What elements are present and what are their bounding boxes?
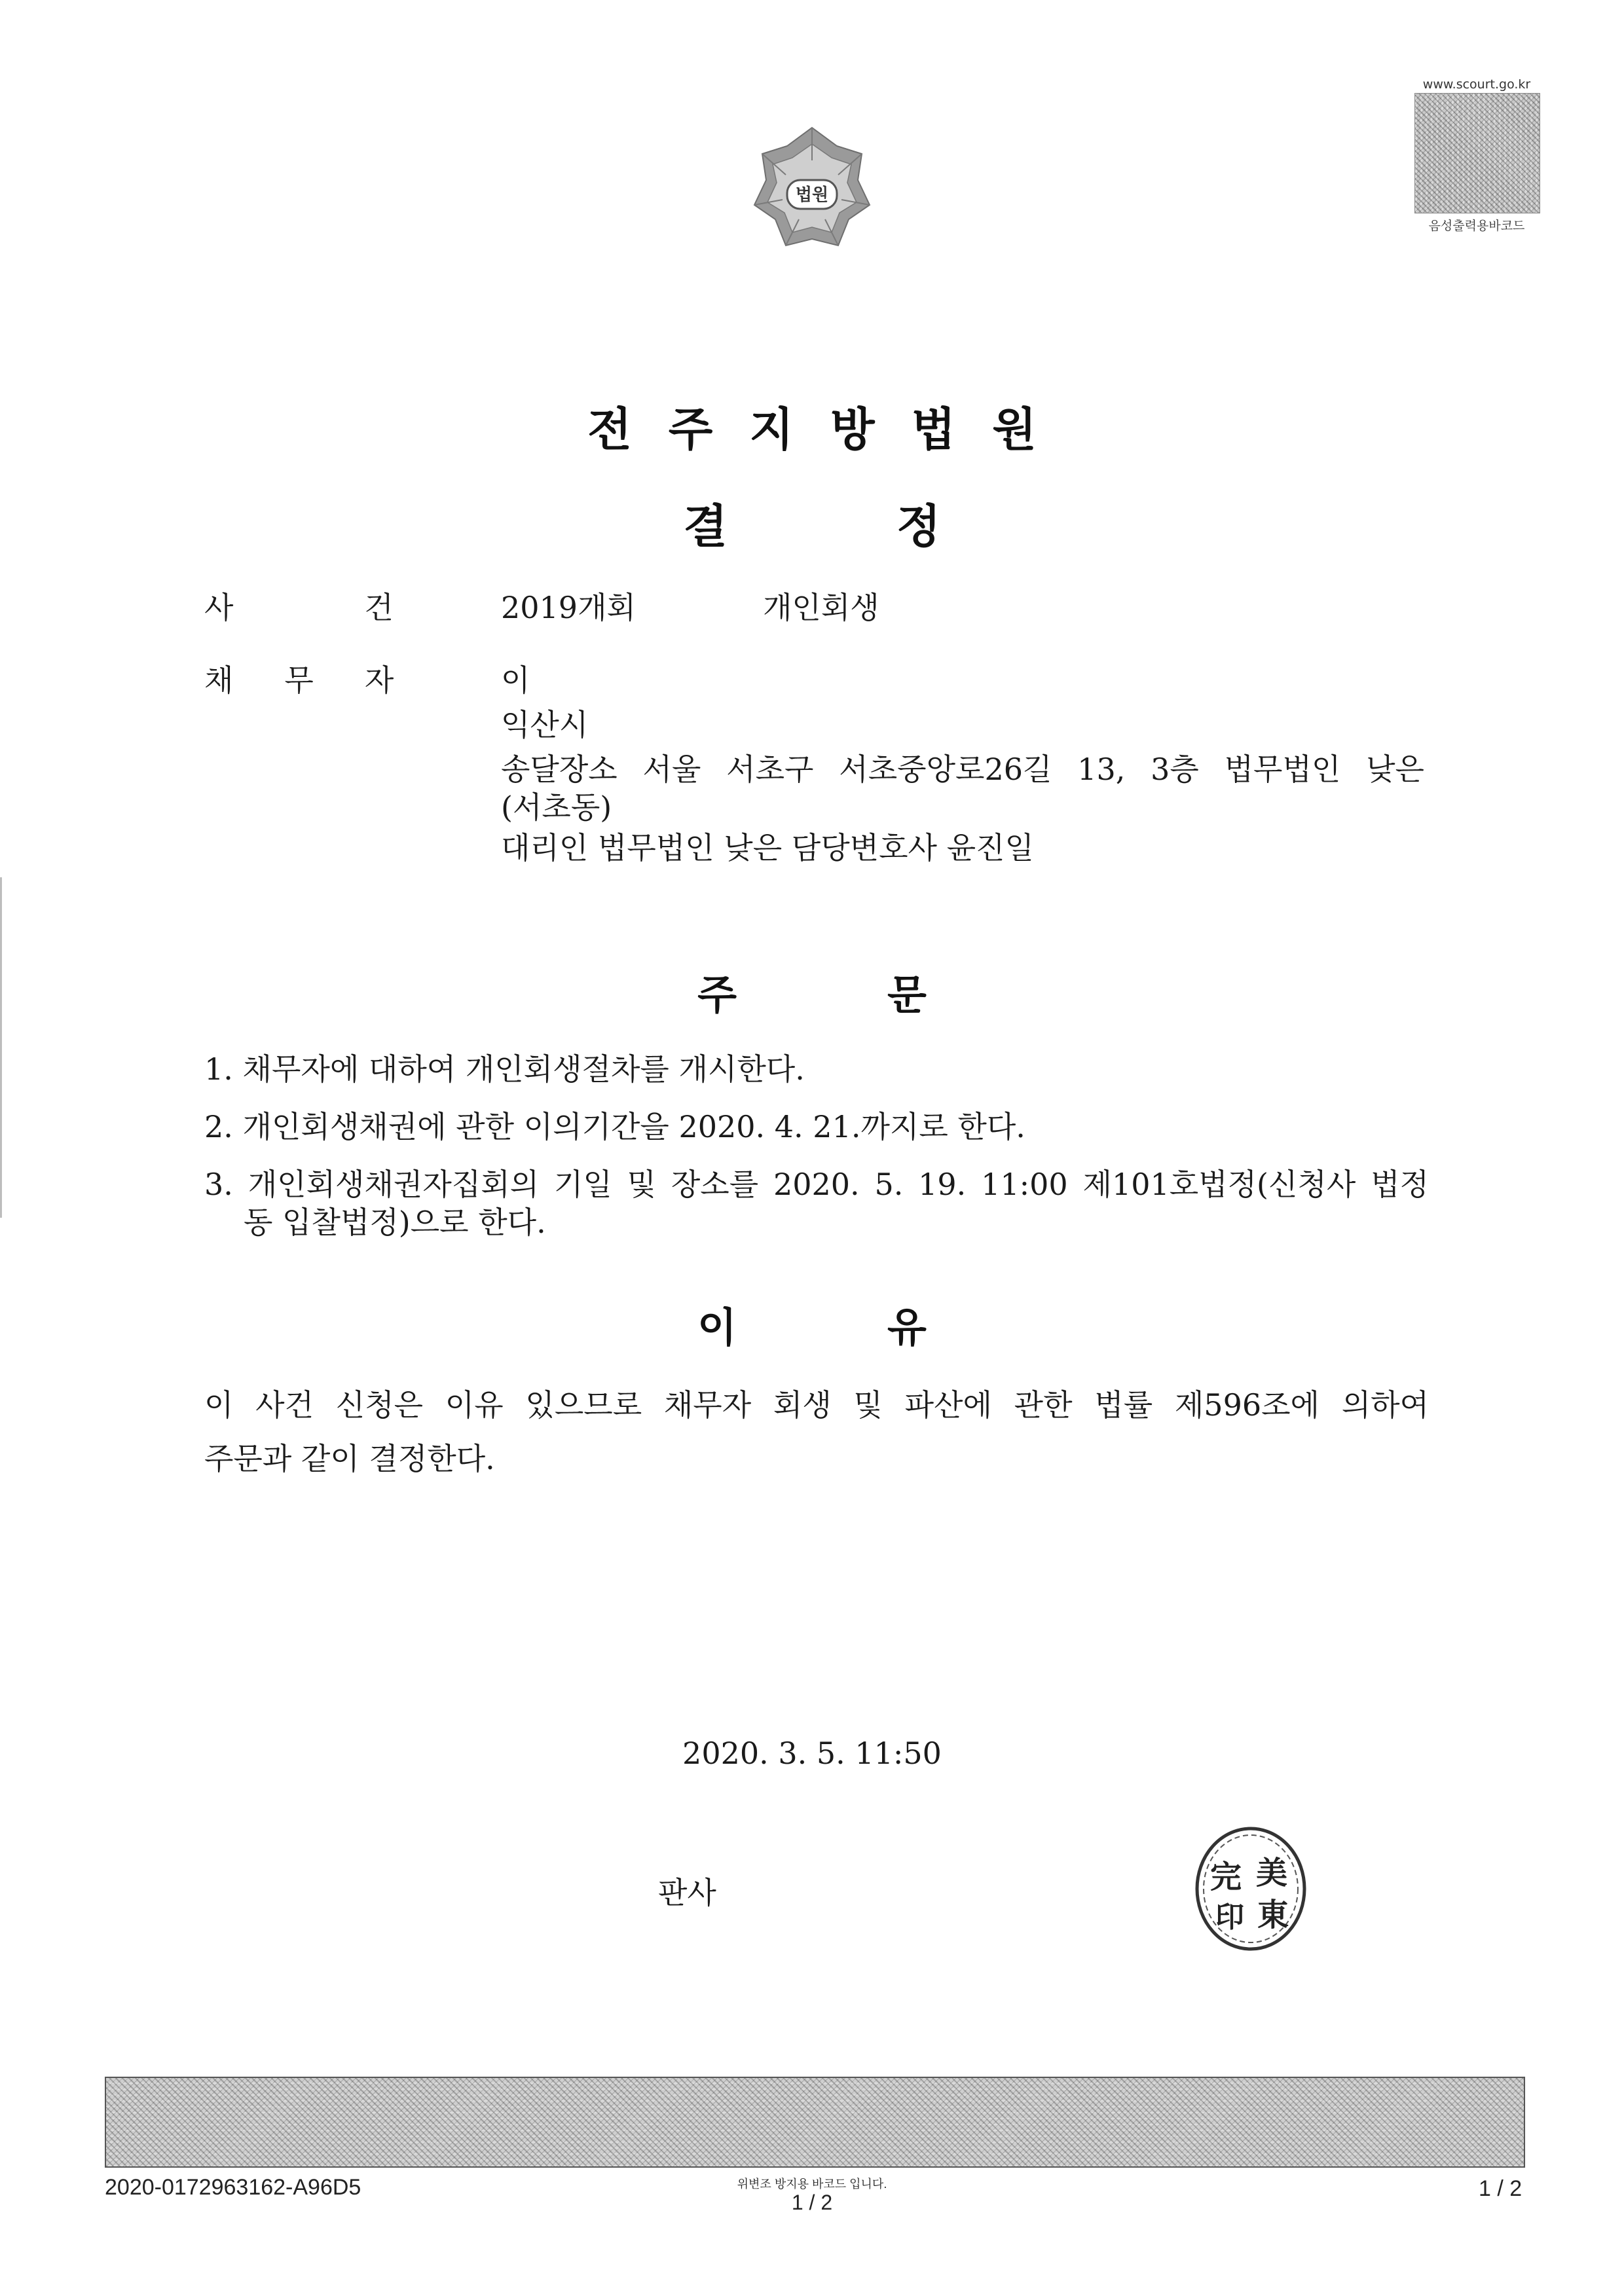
voice-output-barcode bbox=[1414, 93, 1540, 213]
debtor-name: 이 bbox=[501, 663, 530, 698]
case-name: 개인회생 bbox=[763, 590, 879, 625]
reason-section-title: 이유 bbox=[697, 1303, 1077, 1351]
court-name: 전주지방법원 bbox=[587, 403, 1073, 456]
case-number: 2019개회 bbox=[501, 590, 636, 625]
order-item: 1. 채무자에 대하여 개인회생절차를 개시한다. bbox=[204, 1051, 805, 1087]
emblem-text: 법원 bbox=[795, 185, 829, 205]
seal-char: 東 bbox=[1257, 1897, 1289, 1933]
case-label: 사건 bbox=[204, 590, 525, 625]
scan-edge-mark bbox=[0, 877, 2, 1218]
page-number-right: 1 / 2 bbox=[1479, 2176, 1522, 2201]
page-number-center: 1 / 2 bbox=[791, 2191, 833, 2214]
court-emblem-icon bbox=[733, 115, 891, 272]
anti-forgery-barcode bbox=[105, 2077, 1525, 2168]
debtor-city: 익산시 bbox=[501, 707, 589, 742]
debtor-label: 채무자 bbox=[204, 663, 445, 698]
judge-label: 판사 bbox=[658, 1875, 716, 1910]
document-title: 결정 bbox=[683, 500, 1110, 553]
agent-line: 대리인 법무법인 낮은 담당변호사 윤진일 bbox=[501, 830, 1034, 866]
seal-char: 印 bbox=[1215, 1901, 1244, 1934]
seal-char: 完 bbox=[1209, 1859, 1242, 1895]
document-id: 2020-0172963162-A96D5 bbox=[105, 2175, 361, 2200]
order-item-cont: 동 입찰법정)으로 한다. bbox=[244, 1205, 546, 1240]
site-url: www.scourt.go.kr bbox=[1422, 77, 1531, 92]
delivery-address-cont: (서초동) bbox=[501, 790, 612, 825]
order-item: 3. 개인회생채권자집회의 기일 및 장소를 2020. 5. 19. 11:00 제101호법정(신청사 법정 bbox=[204, 1167, 1429, 1202]
seal-char: 美 bbox=[1255, 1855, 1288, 1891]
decision-date: 2020. 3. 5. 11:50 bbox=[682, 1736, 942, 1771]
reason-text: 이 사건 신청은 이유 있으므로 채무자 회생 및 파산에 관한 법률 제596조에 의하여 bbox=[204, 1387, 1429, 1423]
reason-text-cont: 주문과 같이 결정한다. bbox=[204, 1441, 495, 1476]
order-section-title: 주문 bbox=[697, 971, 1077, 1019]
order-item: 2. 개인회생채권에 관한 이의기간을 2020. 4. 21.까지로 한다. bbox=[204, 1109, 1025, 1144]
judge-seal-icon bbox=[1192, 1823, 1310, 1954]
barcode-caption: 음성출력용바코드 bbox=[1428, 219, 1525, 233]
barcode-note: 위변조 방지용 바코드 입니다. bbox=[737, 2178, 887, 2191]
delivery-address: 송달장소 서울 서초구 서초중앙로26길 13, 3층 법무법인 낮은 bbox=[501, 752, 1424, 787]
